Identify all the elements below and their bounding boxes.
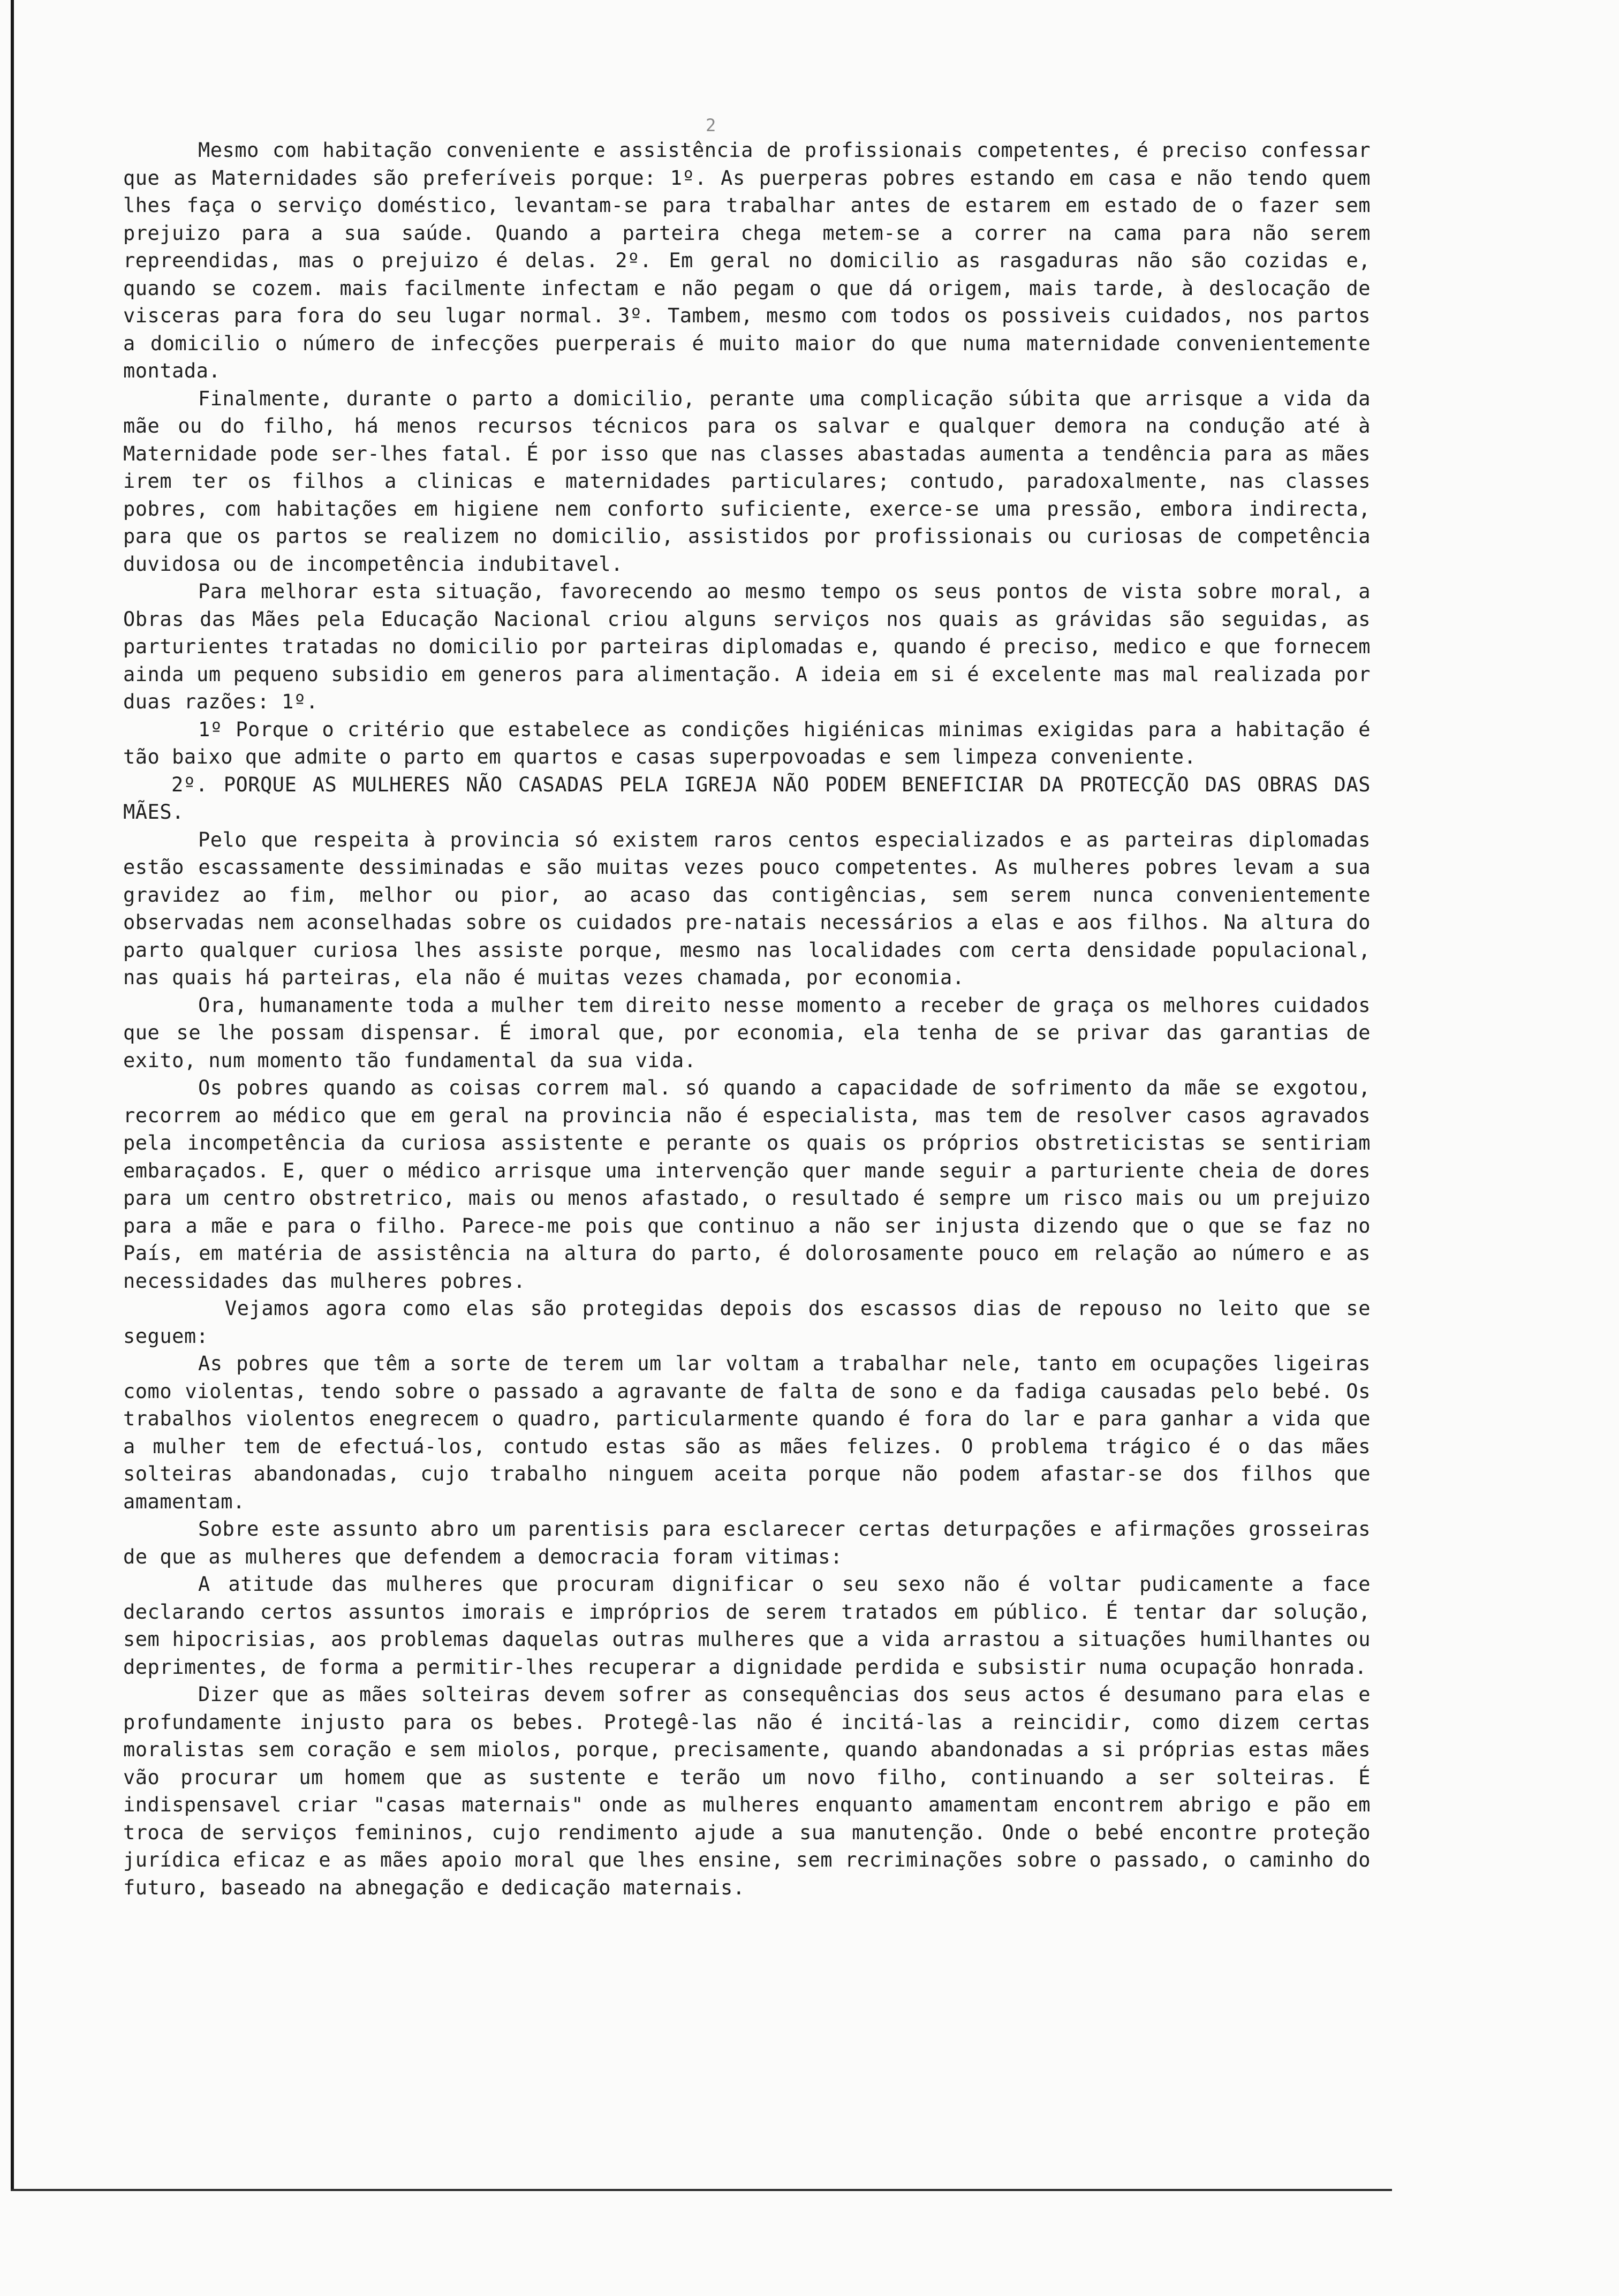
paragraph-2: Finalmente, durante o parto a domicilio, perante uma complicação súbita que arrisque a vida da mãe ou do filho, há menos recursos técnicos para os salvar e qualquer demora na condução até à Maternidade pode ser-lhes fatal. É por isso que nas classes abastadas aumenta a tendência para as mães irem ter os filhos a clinicas e maternidades particulares; contudo, paradoxalmente, nas classes pobres, com habitações em higiene nem conforto suficiente, exerce-se uma pressão, embora indirecta, para que os partos se realizem no domicilio, assistidos por profissionais ou curiosas de competência duvidosa ou de incompetência indubitavel.	[123, 387, 1371, 576]
paragraph-10: As pobres que têm a sorte de terem um lar voltam a trabalhar nele, tanto em ocupações ligeiras como violentas, tendo sobre o passado a agravante de falta de sono e da fadiga causadas pelo bebé. Os trabalhos violentos enegrecem o quadro, particularmente quando é fora do lar e para ganhar a vida que a mulher tem de efectuá-los, contudo estas são as mães felizes. O problema trágico é o das mães solteiras abandonadas, cujo trabalho ninguem aceita porque não podem afastar-se dos filhos que amamentam.	[123, 1352, 1371, 1513]
paragraph-5: 2º. PORQUE AS MULHERES NÃO CASADAS PELA IGREJA NÃO PODEM BENEFICIAR DA PROTECÇÃO DAS OBRAS DAS MÃES.	[123, 773, 1371, 824]
paragraph-9: Vejamos agora como elas são protegidas depois dos escassos dias de repouso no leito que se seguem:	[123, 1297, 1371, 1348]
paragraph-6: Pelo que respeita à provincia só existem raros centos especializados e as parteiras diplomadas estão escassamente dessiminadas e são muitas vezes pouco competentes. As mulheres pobres levam a sua gravidez ao fim, melhor ou pior, ao acaso das contigências, sem serem nunca convenientemente observadas nem aconselhadas sobre os cuidados pre-natais necessários a elas e aos filhos. Na altura do parto qualquer curiosa lhes assiste porque, mesmo nas localidades com certa densidade populacional, nas quais há parteiras, ela não é muitas vezes chamada, por economia.	[123, 828, 1371, 989]
paragraph-12: A atitude das mulheres que procuram dignificar o seu sexo não é voltar pudicamente a face declarando certos assuntos imorais e impróprios de serem tratados em público. É tentar dar solução, sem hipocrisias, aos problemas daquelas outras mulheres que a vida arrastou a situações humilhantes ou deprimentes, de forma a permitir-lhes recuperar a dignidade perdida e subsistir numa ocupação honrada.	[123, 1573, 1371, 1679]
paragraph-13: Dizer que as mães solteiras devem sofrer as consequências dos seus actos é desumano para elas e profundamente injusto para os bebes. Protegê-las não é incitá-las a reincidir, como dizem certas moralistas sem coração e sem miolos, porque, precisamente, quando abandonadas a si próprias estas mães vão procurar um homem que as sustente e terão um novo filho, continuando a ser solteiras. É indispensavel criar "casas maternais" onde as mulheres enquanto amamentam encontrem abrigo e pão em troca de serviços femininos, cujo rendimento ajude a sua manutenção. Onde o bebé encontre proteção jurídica eficaz e as mães apoio moral que lhes ensine, sem recriminações sobre o passado, o caminho do futuro, baseado na abnegação e dedicação maternais.	[123, 1683, 1371, 1899]
paragraph-1: Mesmo com habitação conveniente e assistência de profissionais competentes, é preciso confessar que as Maternidades são preferíveis porque: 1º. As puerperas pobres estando em casa e não tendo quem lhes faça o serviço doméstico, levantam-se para trabalhar antes de estarem em estado de o fazer sem prejuizo para a sua saúde. Quando a parteira chega metem-se a correr na cama para não serem repreendidas, mas o prejuizo é delas. 2º. Em geral no domicilio as rasgaduras não são cozidas e, quando se cozem. mais facilmente infectam e não pegam o que dá origem, mais tarde, à deslocação de visceras para fora do seu lugar normal. 3º. Tambem, mesmo com todos os possiveis cuidados, nos partos a domicilio o número de infecções puerperais é muito maior do que numa maternidade convenientemente montada.	[123, 139, 1371, 382]
paragraph-11: Sobre este assunto abro um parentisis para esclarecer certas deturpações e afirmações grosseiras de que as mulheres que defendem a democracia foram vitimas:	[123, 1517, 1371, 1568]
paragraph-4: 1º Porque o critério que estabelece as condições higiénicas minimas exigidas para a habitação é tão baixo que admite o parto em quartos e casas superpovoadas e sem limpeza conveniente.	[123, 718, 1371, 768]
paragraph-3: Para melhorar esta situação, favorecendo ao mesmo tempo os seus pontos de vista sobre moral, a Obras das Mães pela Educação Nacional criou alguns serviços nos quais as grávidas são seguidas, as parturientes tratadas no domicilio por parteiras diplomadas e, quando é preciso, medico e que fornecem ainda um pequeno subsidio em generos para alimentação. A ideia em si é excelente mas mal realizada por duas razões: 1º.	[123, 580, 1371, 713]
bottom-margin-rule	[11, 2189, 1392, 2191]
paragraph-8: Os pobres quando as coisas correm mal. só quando a capacidade de sofrimento da mãe se exgotou, recorrem ao médico que em geral na provincia não é especialista, mas tem de resolver casos agravados pela incompetência da curiosa assistente e perante os quais os próprios obstreticistas se sentiriam embaraçados. E, quer o médico arrisque uma intervenção quer mande seguir a parturiente cheia de dores para um centro obstretrico, mais ou menos afastado, o resultado é sempre um risco mais ou um prejuizo para a mãe e para o filho. Parece-me pois que continuo a não ser injusta dizendo que o que se faz no País, em matéria de assistência na altura do parto, é dolorosamente pouco em relação ao número e as necessidades das mulheres pobres.	[123, 1076, 1371, 1293]
page-number: 2	[706, 115, 716, 135]
document-body	[123, 137, 1371, 1901]
left-margin-rule	[11, 0, 14, 2190]
paragraph-7: Ora, humanamente toda a mulher tem direito nesse momento a receber de graça os melhores cuidados que se lhe possam dispensar. É imoral que, por economia, ela tenha de se privar das garantias de exito, num momento tão fundamental da sua vida.	[123, 993, 1371, 1072]
